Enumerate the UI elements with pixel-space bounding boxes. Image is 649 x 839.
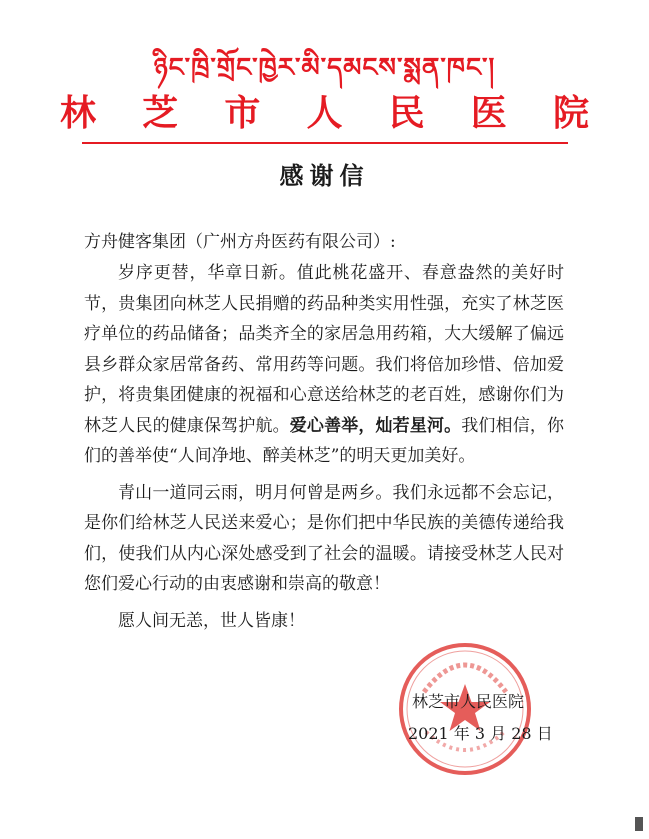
paragraph-1-text-end: 我们相信，你们的善举使“人间净地、醉美林芝”的明天更加美好。 <box>84 415 565 466</box>
signature-organization: 林芝市人民医院 <box>412 692 525 711</box>
letterhead-chinese <box>60 92 589 136</box>
letterhead-char: 林 <box>60 93 97 134</box>
letterhead-char: 院 <box>552 93 589 134</box>
letterhead-char: 医 <box>470 93 507 134</box>
letterhead-char: 市 <box>224 93 261 134</box>
letterhead-divider <box>82 142 568 144</box>
paragraph-3: 愿人间无恙，世人皆康！ <box>118 610 305 631</box>
salutation: 方舟健客集团（广州方舟医药有限公司）: <box>84 232 396 252</box>
letter-body <box>84 258 564 642</box>
letterhead-char: 芝 <box>142 93 179 134</box>
scan-edge-mark <box>635 817 643 831</box>
paragraph-1-text: 岁序更替，华章日新。值此桃花盛开、春意盎然的美好时节，贵集团向林芝人民捐赠的药品种类实用性强，充实了林芝医疗单位的药品储备；品类齐全的家居急用药箱，大大缓解了偏远县乡群众家居常备药、常用药等问题。我们将倍加珍惜、倍加爱护，将贵集团健康的祝福和心意送给林芝的老百姓，感谢你们为林芝人民的健康保驾护航。 <box>84 263 564 436</box>
letter-title: 感谢信 <box>279 162 370 190</box>
paragraph-1-bold-text: 爱心善举，灿若星河。 <box>289 415 462 436</box>
paragraph-2: 青山一道同云雨，明月何曾是两乡。我们永远都不会忘记，是你们给林芝人民送来爱心；是你们把中华民族的美德传递给我们，使我们从内心深处感受到了社会的温暖。请接受林芝人民对您们爱心行动的由衷感谢和崇高的敬意！ <box>84 482 564 594</box>
signature-date: 2021 年 3 月 28 日 <box>408 724 553 743</box>
letterhead-char: 民 <box>388 93 425 134</box>
letterhead-tibetan: ཉིང་ཁྲི་གྲོང་ཁྱེར་མི་དམངས་སྨན་ཁང་། <box>153 53 496 83</box>
paragraph-1 <box>84 258 564 472</box>
letterhead-char: 人 <box>306 93 343 134</box>
